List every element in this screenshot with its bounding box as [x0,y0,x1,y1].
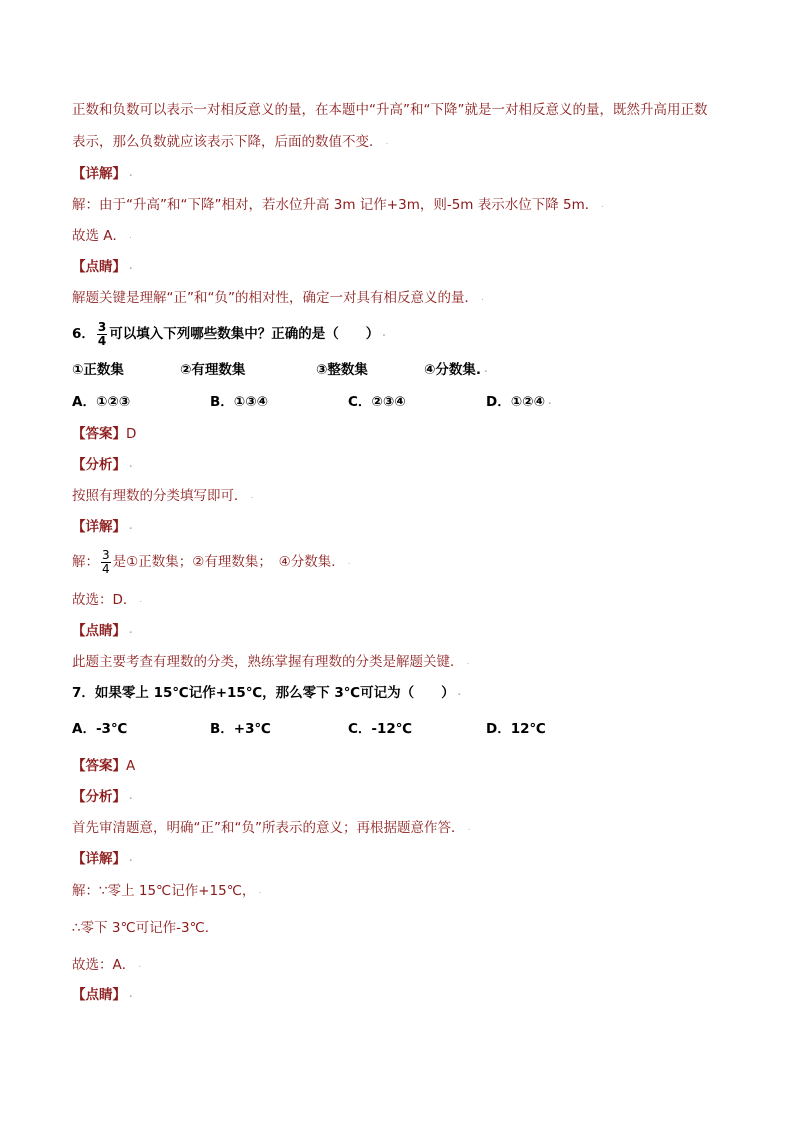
q6-option-b: B．①③④ [210,394,269,410]
q5-comment-tag: 【点睛】 . [72,259,133,275]
q5-detail-tag: 【详解】 . [72,166,133,182]
q5-detail-text: 解：由于“升高”和“下降”相对，若水位升高 3m 记作+3m，则-5m 表示水位下降 5m． . [72,197,605,213]
q6-option-d: D．①②④ . [486,394,552,410]
q6-option-c: C．②③④ [348,394,406,410]
q6-detail-tag: 【详解】 . [72,519,133,535]
q5-analysis-line-1: 正数和负数可以表示一对相反意义的量，在本题中“升高”和“下降”就是一对相反意义的量，既然升高用正数 [72,102,708,118]
fraction-three-quarters-detail: $\frac{3}{4}$ [102,547,110,576]
q7-comment-tag: 【点睛】 . [72,987,133,1003]
q6-option-a: A．①②③ [72,394,131,410]
q7-analysis-tag: 【分析】 . [72,789,133,805]
q7-option-b: B．+3℃ [210,721,271,737]
q7-detail-line-1: 解：∵零上 15℃记作+15℃， . [72,883,262,899]
q6-answer: 【答案】D [72,426,137,442]
q6-set-2: ②有理数集 [180,362,246,378]
q7-detail-tag: 【详解】 . [72,851,133,867]
q6-stem: 6． $\frac{3}{4}$ 可以填入下列哪些数集中？正确的是（ ） . [72,319,386,348]
q6-analysis-text: 按照有理数的分类填写即可． . [72,488,254,504]
q6-detail-text: 解： $\frac{3}{4}$ 是①正数集；②有理数集； ④分数集． . [72,547,351,576]
q6-set-1: ①正数集 [72,362,124,378]
q5-answer-line: 故选 A． . [72,228,132,244]
q6-set-3: ③整数集 [316,362,368,378]
q7-option-c: C．-12℃ [348,721,413,737]
q7-option-d: D．12℃ [486,721,546,737]
q6-comment-text: 此题主要考查有理数的分类，熟练掌握有理数的分类是解题关键． . [72,654,470,670]
q7-answer: 【答案】A [72,758,136,774]
q5-comment-text: 解题关键是理解“正”和“负”的相对性，确定一对具有相反意义的量． . [72,290,484,306]
q7-option-a: A．-3℃ [72,721,128,737]
q7-conclusion: 故选：A． . [72,957,142,973]
q6-set-4: ④分数集. . [424,362,488,378]
q6-comment-tag: 【点睛】 . [72,623,133,639]
fraction-three-quarters: $\frac{3}{4}$ [97,319,107,348]
q5-analysis-line-2: 表示，那么负数就应该表示下降，后面的数值不变． . [72,134,389,150]
q7-analysis-text: 首先审清题意，明确“正”和“负”所表示的意义；再根据题意作答． . [72,820,471,836]
q7-stem: 7．如果零上 15℃记作+15℃，那么零下 3℃可记为（ ） . [72,685,462,701]
q6-analysis-tag: 【分析】 . [72,457,133,473]
q7-detail-line-2: ∴零下 3℃可记作-3℃. [72,920,210,936]
q6-conclusion: 故选：D． . [72,592,143,608]
